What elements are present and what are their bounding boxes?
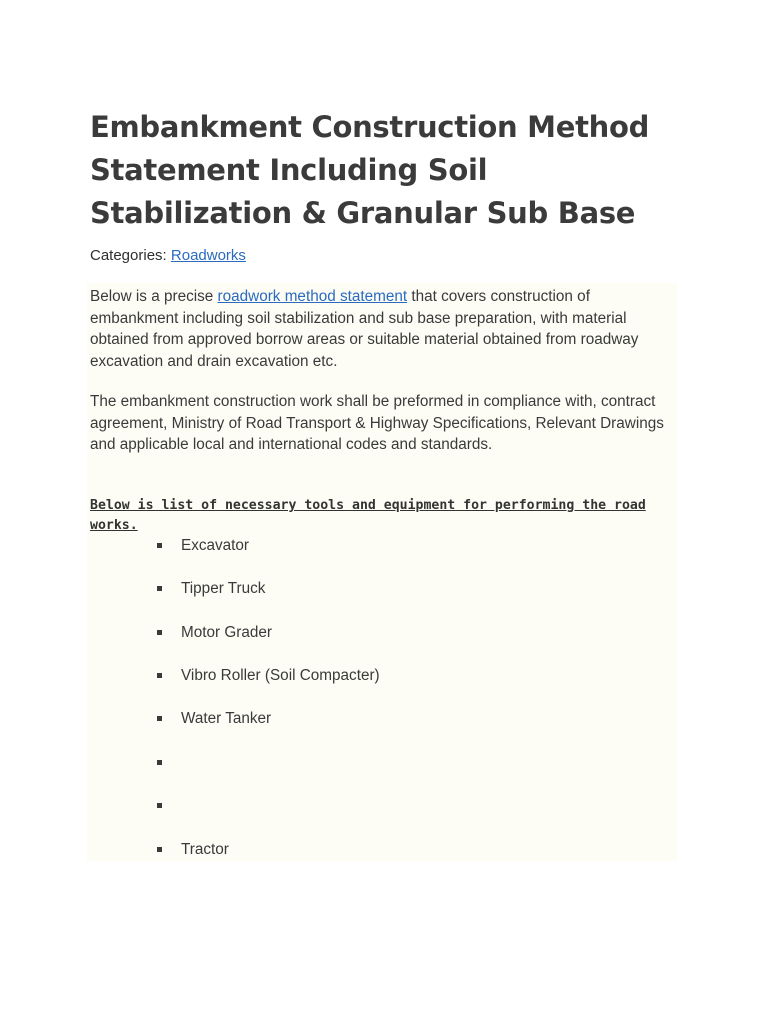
list-item-label: Motor Grader — [181, 624, 272, 641]
equipment-list-heading: Below is list of necessary tools and equipment for performing the road works. — [90, 498, 646, 533]
intro-text-start: Below is a precise — [90, 288, 218, 305]
list-item — [157, 839, 557, 861]
square-bullet-icon — [157, 543, 162, 548]
intro-paragraph — [90, 286, 675, 373]
list-item-label: Tractor — [181, 841, 229, 858]
list-item — [157, 752, 557, 774]
list-item-label: Tipper Truck — [181, 580, 266, 597]
list-item-label: Excavator — [181, 537, 250, 554]
category-link-roadworks[interactable]: Roadworks — [170, 247, 246, 264]
list-item — [157, 665, 557, 687]
square-bullet-icon — [157, 630, 162, 635]
page-title: Embankment Construction Method Statement Including Soil Stabilization & Granular Sub Base — [90, 110, 650, 230]
categories-line — [90, 245, 246, 267]
categories-label: Categories: — [90, 247, 167, 264]
list-item — [157, 708, 557, 730]
intro-text-end: that covers construction of embankment including soil stabilization and sub base preparation, with material obtained from approved borrow areas or suitable material obtained from roadway excavation and drain excavation etc. — [90, 288, 639, 371]
compliance-paragraph: The embankment construction work shall be preformed in compliance with, contract agreement, Ministry of Road Transport & Highway Specifications, Relevant Drawings and applicable local and international codes and standards. — [90, 393, 664, 454]
list-item — [157, 622, 557, 644]
square-bullet-icon — [157, 803, 162, 808]
square-bullet-icon — [157, 586, 162, 591]
square-bullet-icon — [157, 716, 162, 721]
roadwork-method-statement-link[interactable]: roadwork method statement — [217, 288, 408, 305]
square-bullet-icon — [157, 847, 162, 852]
square-bullet-icon — [157, 760, 162, 765]
list-item — [157, 535, 557, 557]
square-bullet-icon — [157, 673, 162, 678]
list-item-label: Vibro Roller (Soil Compacter) — [181, 667, 380, 684]
list-item-label: Water Tanker — [181, 710, 272, 727]
list-item — [157, 578, 557, 600]
list-item — [157, 795, 557, 817]
